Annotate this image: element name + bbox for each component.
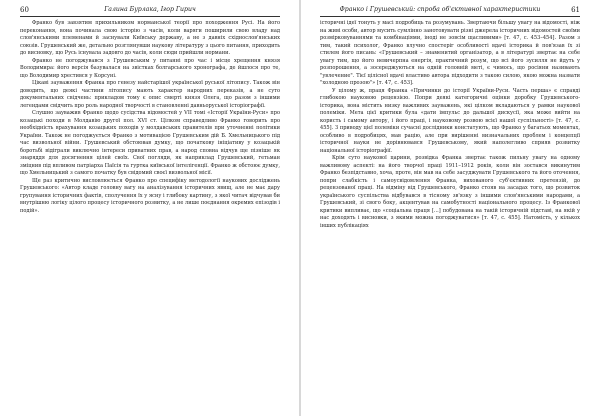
right-page-body: [320, 20, 580, 408]
left-page-number: 60: [20, 6, 29, 14]
right-page-number: 61: [571, 6, 580, 14]
paragraph: Франко був завзятим прихильником норманської теорії про походження Русі. На його переконання, вона починала свою історію з часів, коли варяги поширили свою владу над слов'янськими племенами й заснували Київську державу, а не з давніх східнослов'янських союзів. Грушевський же, детально розглянувши наукову літературу з цього питання, приходить до висновку, що Русь існувала задовго до часів, коли сюди прийшли нормани.: [20, 20, 280, 56]
paragraph: Крім суто наукової царини, розвідка Франка звертає також пильну увагу на одному важливому аспекті: на його творчої праці 1911–1912 років, коли він зостався викинутим Франко безпідставно, хоча, проте, він мав на себе засуджувати Грушевського та його оточення, попри слабкість і самоусвідомлення Франка, вихованого суб'єктивних претензій, до рецензованої праці. На відміну від Грушевського, Франко стояв на засадах того, що розвиток українського суспільства відбувався в тісному зв'язку з іншими слов'янськими народами, а Грушевський, зі свого боку, акцентував на самобутності національного процесу. Із Франкової критики випливає, що «соціальна праця [...] побудована на такій історичній підставі, на якій у нас доходять і висновки, з якими можна погоджуватися» [т. 47, с. 455]. Натомість, у кількох інших публікаціях: [320, 155, 580, 229]
left-running-head: Галина Бурлака, Ігор Гирич: [104, 6, 196, 13]
right-page-header: [320, 4, 580, 17]
paragraph: У цілому ж, праця Франка «Причинки до історії України-Руси. Часть перша» є справді глибокою науковою рецензією. Попри деякі категоричні оцінки доробку Грушевського-історика, вона містить низку важливих зауважень, які цілком вкладаються у рамки наукової полеміки. Мета цієї критики була «дати імпульс до дальшої дискусії, яка може вийти на користь і самому автору, і його праці, і науковому розвою всієї нашої суспільності» [т. 47, с. 455]. З приводу цієї полеміки сучасні дослідники констатують, що Франко у багатьох моментах, особливо в подробицях, мав рацію, але при вирішенні визначальних проблем і концепції історичної науки не дорівнювався Грушевському, який наполегливо сприяв розвитку національної історіографії.: [320, 87, 580, 154]
left-page-header: [20, 4, 280, 17]
right-running-head: Франко і Грушевський: спроба об'єктивної характеристики: [339, 6, 541, 13]
paragraph: Цікаві зауваження Франка про генезу найстарішої української руської літопису. Також він доводить, що деякі частини літопису мають характер народних переказів, а не суто документальних свідчень: прикладом тому є опис смерті князя Олега, що разом з іншими легендами свідчить про роль народної творчості в становленні давньоруської історіографії.: [20, 80, 280, 109]
paragraph: Франко не погоджувався з Грушевським у питанні про час і місце хрещення князя Володимира: його версія базувалася на звістках болгарського хронографа, де йшлося про те, що Володимир хрестився у Корсуні.: [20, 57, 280, 79]
paragraph: історичні ідеї тонуть у масі подробиць та розумувань. Звертаючи більшу увагу на відомості, ніж на живі особи, автор мусить сумлінно занотовувати різні джерела історичних відомостей своїми розмірковуваннями та комбінаціями, іноді не зовсім щасливими» [т. 47, с. 453–454]. Разом з тим, такий психолог, Франко влучно спостеріг особливості вдачі історика й пов'язав їх зі стилем його писань: «Грушевський – знаменитий організатор, а в літературі звертає на себе увагу тим, що його невичерпна енергія, практичний розум, що всі його зусилля не йдуть у розпорошення, а зосереджуються на одній головній меті, є чимось, що росіяни називають "увлечение". Тієї цілісної вдачі властиво автора підходити з такою силою, якою можна назвати "холодною прозою"» [т. 47, с. 453].: [320, 20, 580, 86]
paragraph: Слушно зауважив Франко щодо сусідства відомостей у VII томі «Історії України-Руси» про козацькі походи в Молдавію другої пол. XVI ст. Цілком справедливо Франко говорить про необхідність врахування козацьких походів у молдавських правителів при уточненні політики України. Також не погоджується Франко з мотивацією Грушевським дій Б. Хмельницького під час визвольної війни. Грушевський обстоював думку, що початкову ініціативу у козацькій боротьбі відіграли виключно інтереси приватних прав, а народ сповна відчув ще пізніше як знаряддя для досягнення цілей своїх. Свої погляди, як наприклад Грушевський, гетьман зміцнив під впливом патріарха Паїсія та гуртка київської інтелігенції. Франко ж обстоює думку, що Хмельницький з самого початку був свідомий своєї визвольної місії.: [20, 110, 280, 176]
paragraph: Ще раз критично висловлюється Франко про специфіку методології наукових досліджень Грушевського: «Автор кладе головну вагу на аналізування історичних явищ, але не має дару групування історичних фактів, сполучення їх у ясну і глибоку картину, з якої читач відчував би внутрішню логіку цілого процесу історичного розвитку, а не лише поєднання окремих епізодів і подій».: [20, 177, 280, 214]
left-page-body: [20, 20, 280, 408]
right-page: [300, 0, 600, 416]
